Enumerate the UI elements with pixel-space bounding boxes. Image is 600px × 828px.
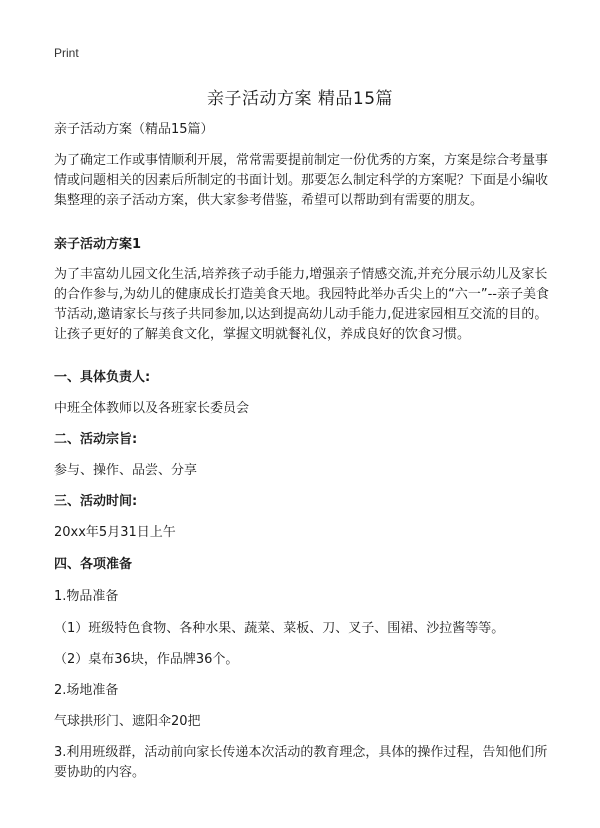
prep-item-2a: 气球拱形门、遮阳伞20把 (54, 714, 201, 729)
responsible-text: 中班全体教师以及各班家长委员会 (54, 401, 250, 416)
heading-purpose: 二、活动宗旨: (54, 432, 138, 447)
heading-responsible: 一、具体负责人: (54, 370, 151, 385)
prep-item-3: 3.利用班级群，活动前向家长传递本次活动的教育理念，具体的操作过程，告知他们所要协助的内容。 (54, 745, 548, 780)
prep-item-2: 2.场地准备 (54, 683, 119, 698)
subtitle: 亲子活动方案（精品15篇） (54, 122, 214, 137)
prep-item-1a: （1）班级特色食物、各种水果、蔬菜、菜板、刀、叉子、围裙、沙拉酱等等。 (54, 621, 505, 636)
page-title: 亲子活动方案 精品15篇 (206, 89, 394, 109)
heading-time: 三、活动时间: (54, 494, 138, 509)
section-heading-1: 亲子活动方案1 (54, 237, 142, 252)
print-label: Print (54, 46, 79, 60)
prep-item-1: 1.物品准备 (54, 589, 119, 604)
section-1-paragraph: 为了丰富幼儿园文化生活,培养孩子动手能力,增强亲子情感交流,并充分展示幼儿及家长的合作参与,为幼儿的健康成长打造美食天地。我园特此举办舌尖上的“六一”--亲子美食节活动,邀请家长与孩子共同参加,以达到提高幼儿动手能力,促进家园相互交流的目的。让孩子更好的了解美食文化，掌握文明就餐礼仪，养成良好的饮食习惯。 (54, 267, 549, 342)
heading-preparation: 四、各项准备 (54, 557, 133, 572)
prep-item-1b: （2）桌布36块，作品牌36个。 (54, 652, 239, 667)
time-text: 20xx年5月31日上午 (54, 525, 176, 540)
purpose-text: 参与、操作、品尝、分享 (54, 463, 198, 478)
intro-paragraph: 为了确定工作或事情顺利开展，常常需要提前制定一份优秀的方案，方案是综合考量事情或问题相关的因素后所制定的书面计划。那要怎么制定科学的方案呢？下面是小编收集整理的亲子活动方案，供大家参考借鉴，希望可以帮助到有需要的朋友。 (54, 153, 549, 208)
